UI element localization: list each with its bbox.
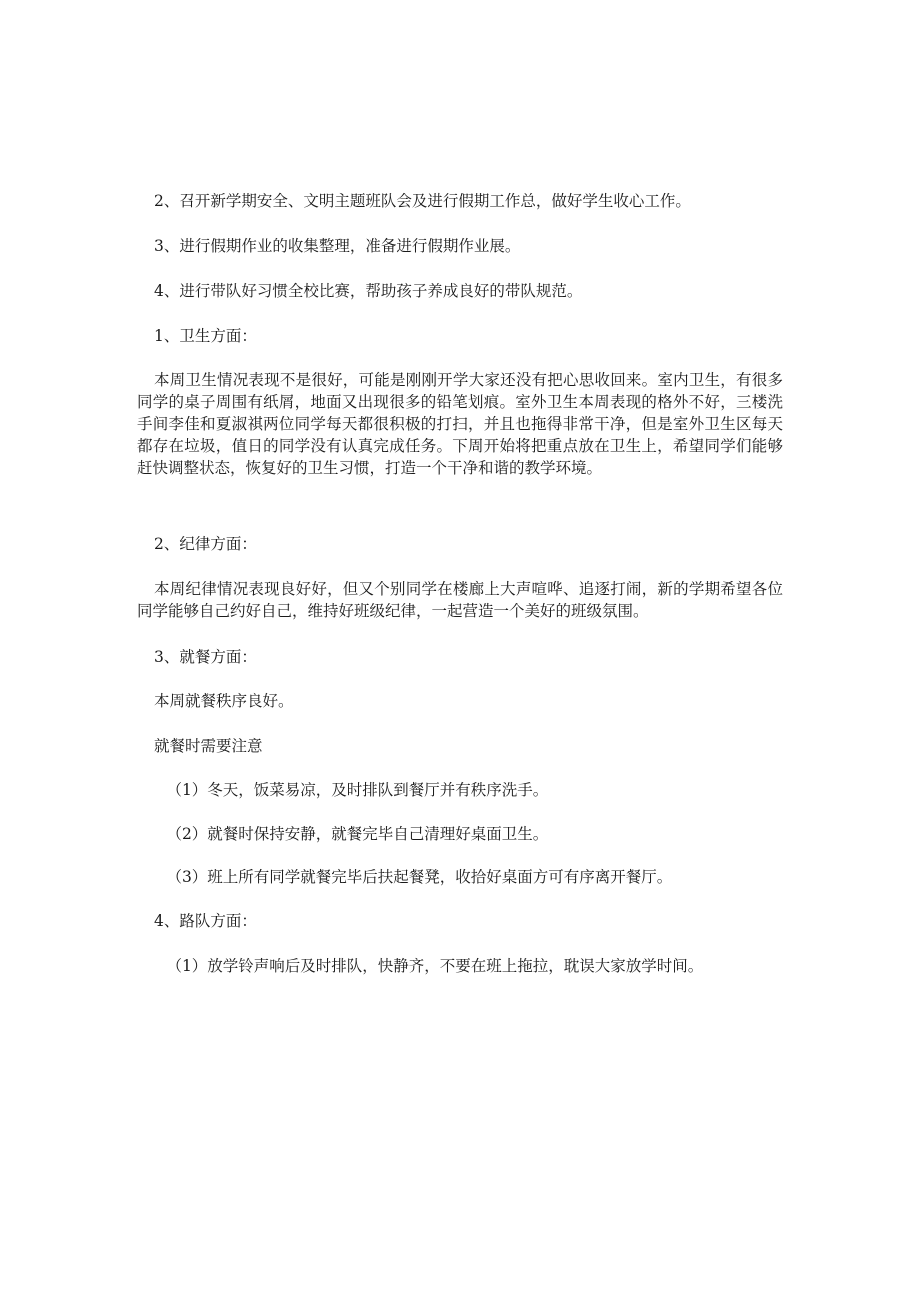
dining-summary: 本周就餐秩序良好。 [154, 692, 294, 710]
queue-heading: 4、路队方面： [154, 912, 257, 930]
list-item-2: 2、召开新学期安全、文明主题班队会及进行假期工作总，做好学生收心工作。 [154, 192, 691, 210]
discipline-body: 本周纪律情况表现良好好，但又个别同学在楼廊上大声喧哗、追逐打闹，新的学期希望各位同学能够自己约好自己，维持好班级纪律，一起营造一个美好的班级氛围。 [137, 580, 783, 620]
list-item-3: 3、进行假期作业的收集整理，准备进行假期作业展。 [154, 237, 521, 255]
dining-heading: 3、就餐方面： [154, 648, 257, 666]
list-item-4: 4、进行带队好习惯全校比赛，帮助孩子养成良好的带队规范。 [154, 282, 583, 300]
dining-notice: 就餐时需要注意 [154, 737, 263, 755]
dining-rule-2: （2）就餐时保持安静，就餐完毕自己清理好桌面卫生。 [166, 825, 549, 843]
discipline-heading: 2、纪律方面： [154, 535, 257, 553]
dining-rule-1: （1）冬天，饭菜易凉，及时排队到餐厅并有秩序洗手。 [166, 781, 549, 799]
dining-rule-3: （3）班上所有同学就餐完毕后扶起餐凳，收拾好桌面方可有序离开餐厅。 [166, 868, 673, 886]
hygiene-heading: 1、卫生方面： [154, 327, 257, 345]
queue-rule-1: （1）放学铃声响后及时排队，快静齐，不要在班上拖拉，耽误大家放学时间。 [166, 957, 704, 975]
hygiene-body: 本周卫生情况表现不是很好，可能是刚刚开学大家还没有把心思收回来。室内卫生，有很多同学的桌子周围有纸屑，地面又出现很多的铅笔划痕。室外卫生本周表现的格外不好，三楼洗手间李佳和夏淑祺两位同学每天都很积极的打扫，并且也拖得非常干净，但是室外卫生区每天都存在垃圾，值日的同学没有认真完成任务。下周开始将把重点放在卫生上，希望同学们能够赶快调整状态，恢复好的卫生习惯，打造一个干净和谐的教学环境。 [137, 371, 783, 477]
